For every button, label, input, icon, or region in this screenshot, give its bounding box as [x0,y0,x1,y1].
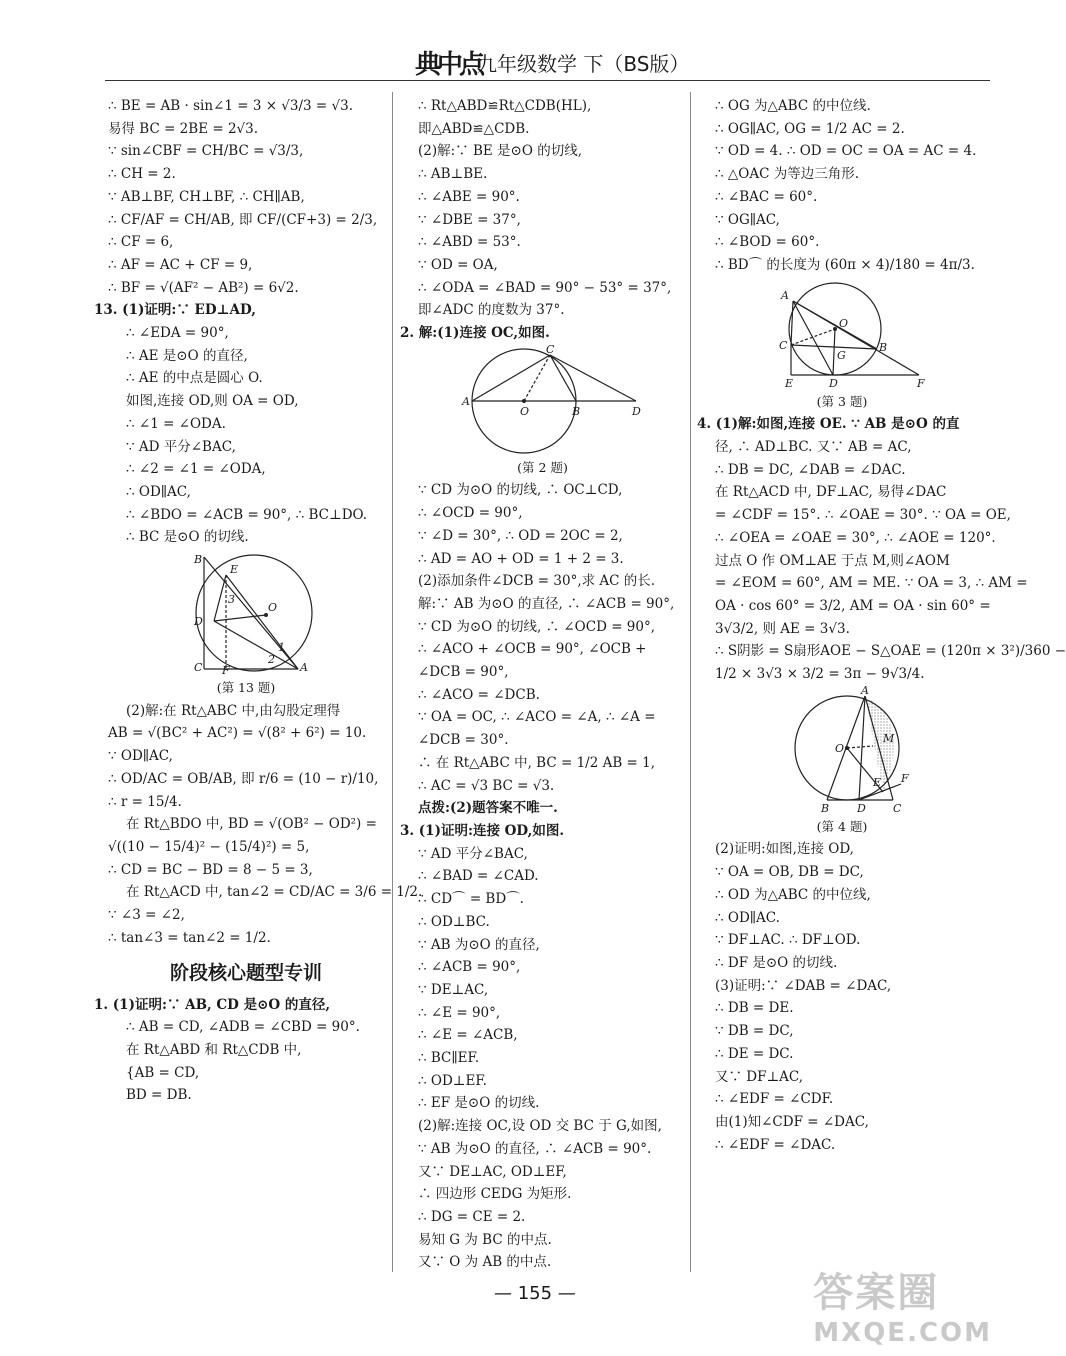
text-line: AB = √(BC² + AC²) = √(8² + 6²) = 10. [108,725,367,742]
label-d: D [829,376,838,390]
text-line: (2)证明:如图,连接 OD, [715,841,854,858]
text-line: BD = DB. [126,1087,192,1104]
text-line: ∵ OD = OA, [418,256,498,273]
text-line: ∴ ∠BOD = 60°. [715,234,820,251]
text-line: (3)证明:∵ ∠DAB = ∠DAC, [715,977,892,994]
text-line: ∵ ∠3 = ∠2, [108,907,185,924]
label-o: O [839,316,849,330]
text-line: ∴ ∠OEA = ∠OAE = 30°, ∴ ∠AOE = 120°. [715,529,996,546]
figure-caption: (第 3 题) [816,393,868,409]
text-line: ∵ CD 为⊙O 的切线, ∴ ∠OCD = 90°, [418,618,656,635]
label-e: E [873,775,882,789]
text-line: ∵ sin∠CBF = CH/BC = √3/3, [108,143,304,160]
text-line: ∴ ∠E = 90°, [418,1004,501,1021]
label-m: M [883,731,895,745]
text-line: ∴ CD = BC − BD = 8 − 5 = 3, [108,861,313,878]
tip-note: 点拨:(2)题答案不唯一. [418,800,558,817]
label-o: O [268,601,278,615]
text-line: ∵ OD∥AC, [108,748,173,765]
watermark-sub: MXQE.COM [813,1318,992,1348]
label-c: C [194,661,203,675]
text-line: ∴ DG = CE = 2. [418,1208,526,1225]
text-line: 在 Rt△BDO 中, BD = √(OB² − OD²) = [126,816,377,833]
text-line: ∴ DF 是⊙O 的切线. [715,954,838,971]
question-1: 1. (1)证明:∵ AB, CD 是⊙O 的直径, [94,996,331,1013]
text-line: ∴ AC = √3 BC = √3. [418,777,555,794]
label-e: E [230,563,239,577]
text-line: ∴ ∠E = ∠ACB, [418,1027,518,1044]
text-line: ∴ AF = AC + CF = 9, [108,256,253,273]
figure-3-diagram [697,279,987,389]
text-line: ∵ ∠DBE = 37°, [418,211,521,228]
text-line: 在 Rt△ABD 和 Rt△CDB 中, [126,1041,302,1058]
watermark [813,1261,992,1348]
text-line: ∵ OA = OC, ∴ ∠ACO = ∠A, ∴ ∠A = [418,709,656,726]
text-line: (2)添加条件∠DCB = 30°,求 AC 的长. [418,573,656,590]
text-line: ∴ BE = AB · sin∠1 = 3 × √3/3 = √3. [108,98,354,114]
question-3: 3. (1)证明:连接 OD,如图. [400,822,565,839]
text-line: ∴ ∠BDO = ∠ACB = 90°, ∴ BC⊥DO. [126,506,368,523]
text-line: ∵ DE⊥AC, [418,981,489,998]
label-a: A [300,661,308,675]
circle-o [196,555,312,671]
label-c: C [546,342,555,356]
text-line: ∴ AD = AO + OD = 1 + 2 = 3. [418,550,624,567]
text-line: ∴ AE 的中点是圆心 O. [126,370,263,387]
text-line: 3√3/2, 则 AE = 3√3. [715,620,850,637]
text-line: ∴ ∠ACO = ∠DCB. [418,686,540,703]
label-f: F [901,771,909,785]
figure-13-diagram [108,551,384,678]
text-line: ∴ OD/AC = OB/AB, 即 r/6 = (10 − r)/10, [108,770,379,787]
figure-2-diagram [400,342,685,455]
text-line: ∵ AB 为⊙O 的直径, [418,936,540,953]
column-divider [690,92,691,1272]
text-line: 如图,连接 OD,则 OA = OD, [126,393,299,410]
question-13: 13. (1)证明:∵ ED⊥AD, [94,302,256,319]
column-3 [697,95,1066,1156]
section-title: 阶段核心题型专训 [169,961,322,984]
text-line: 又∵ DE⊥AC, OD⊥EF, [418,1163,567,1180]
label-b: B [194,553,203,567]
text-line: ∠DCB = 90°, [418,664,509,681]
text-line: ∵ OA = OB, DB = DC, [715,864,864,881]
label-b: B [821,801,830,815]
text-line: ∴ CF/AF = CH/AB, 即 CF/(CF+3) = 2/3, [108,211,378,228]
text-line: ∴ △OAC 为等边三角形. [715,166,859,183]
text-line: ∴ OD⊥BC. [418,913,490,930]
label-d: D [194,615,203,629]
label-o: O [520,404,530,418]
label-3: 3 [228,593,235,607]
text-line: ∴ ∠EDA = 90°, [126,325,229,342]
text-line: = ∠CDF = 15°. ∴ ∠OAE = 30°. ∵ OA = OE, [715,507,1011,524]
text-line: 由(1)知∠CDF = ∠DAC, [715,1113,869,1130]
text-line: ∴ tan∠3 = tan∠2 = 1/2. [108,929,271,946]
text-line: 在 Rt△ACD 中, tan∠2 = CD/AC = 3/6 = 1/2. [126,884,423,901]
text-line: = ∠EOM = 60°, AM = ME. ∵ OA = 3, ∴ AM = [715,575,1028,592]
text-line: ∴ r = 15/4. [108,793,182,810]
page-header [105,40,990,81]
book-title: 九年级数学 下（BS版） [477,52,690,76]
text-line: ∵ DF⊥AC. ∴ DF⊥OD. [715,932,861,949]
column-2 [400,95,685,1274]
text-line: ∴ ∠ACO + ∠OCB = 90°, ∠OCB + [418,641,647,658]
text-line: ∴ CD⌒ = BD⌒. [418,891,524,908]
text-line: ∴ ∠BAC = 60°. [715,188,818,205]
text-line: 易知 G 为 BC 的中点. [418,1231,552,1248]
text-line: ∵ DB = DC, [715,1023,794,1040]
label-d: D [857,801,866,815]
text-line: ∵ CD 为⊙O 的切线, ∴ OC⊥CD, [418,482,623,499]
text-line: ∴ BC∥EF. [418,1050,480,1067]
text-line: 又∵ DF⊥AC, [715,1068,804,1085]
text-line: (2)解:连接 OC,设 OD 交 BC 于 G,如图, [418,1118,662,1135]
question-4: 4. (1)解:如图,连接 OE. ∵ AB 是⊙O 的直 [697,416,960,433]
label-2: 2 [268,653,275,667]
text-line: ∴ OD⊥EF. [418,1072,487,1089]
text-line: ∠DCB = 30°. [418,732,509,749]
text-line: ∴ AE 是⊙O 的直径, [126,347,248,364]
label-b: B [879,340,888,354]
label-g: G [837,348,846,362]
figure-caption: (第 13 题) [216,680,276,696]
text-line: √((10 − 15/4)² − (15/4)²) = 5, [108,838,310,855]
label-f: F [917,376,925,390]
figure-caption: (第 2 题) [517,459,568,475]
text-line: ∴ Rt△ABD≌Rt△CDB(HL), [418,98,592,114]
label-c: C [779,338,788,352]
text-line: ∴ DB = DC, ∠DAB = ∠DAC. [715,461,906,478]
text-line: ∴ AB⊥BE. [418,166,488,183]
text-line: ∴ ∠ODA = ∠BAD = 90° − 53° = 37°, [418,279,672,296]
text-line: 又∵ O 为 AB 的中点. [418,1254,552,1271]
text-line: ∴ DB = DE. [715,1000,794,1017]
text-line: ∴ OD∥AC. [715,909,780,926]
text-line: ∴ OG∥AC, OG = 1/2 AC = 2. [715,120,905,137]
text-line: ∴ BC 是⊙O 的切线. [126,529,249,546]
label-1: 1 [278,641,285,655]
text-line: ∴ 在 Rt△ABC 中, BC = 1/2 AB = 1, [418,754,656,771]
label-e: E [785,376,794,390]
text-line: 过点 O 作 OM⊥AE 于点 M,则∠AOM [715,552,950,569]
text-line: ∴ ∠1 = ∠ODA. [126,415,226,432]
label-f: F [222,664,230,678]
text-line: ∴ OD∥AC, [126,483,191,500]
text-line: ∴ 四边形 CEDG 为矩形. [418,1186,572,1203]
text-line: ∴ BD⌒ 的长度为 (60π × 4)/180 = 4π/3. [715,256,975,273]
page-number: — 155 — [494,1283,576,1304]
column-divider [392,92,393,1272]
text-line: 解:∵ AB 为⊙O 的直径, ∴ ∠ACB = 90°, [418,595,675,612]
book-logo: 典中点 [415,50,482,80]
text-line: ∴ ∠ABE = 90°. [418,188,520,205]
label-a: A [781,288,789,302]
text-line: 即△ABD≌△CDB. [418,120,530,137]
text-line: ∵ AB 为⊙O 的直径, ∴ ∠ACB = 90°. [418,1140,652,1157]
text-line: 在 Rt△ACD 中, DF⊥AC, 易得∠DAC [715,484,947,501]
text-line: ∴ ∠BAD = ∠CAD. [418,868,539,885]
text-line: ∴ OD 为△ABC 的中位线, [715,886,871,903]
text-line: ∴ S阴影 = S扇形AOE − S△OAE = (120π × 3²)/360 − [715,643,1066,660]
text-line: ∴ ∠ACB = 90°, [418,959,521,976]
text-line: ∴ ∠ABD = 53°. [418,234,521,251]
text-line: ∴ ∠OCD = 90°, [418,505,523,522]
label-c: C [893,801,902,815]
text-line: ∴ CF = 6, [108,234,174,251]
column-1 [94,95,423,1107]
text-line: ∵ AD 平分∠BAC, [126,438,236,455]
text-line: ∴ BF = √(AF² − AB²) = 6√2. [108,279,299,296]
text-line: ∴ DE = DC. [715,1045,794,1062]
label-a: A [861,683,869,697]
text-line: ∴ EF 是⊙O 的切线. [418,1095,540,1112]
text-line: 即∠ADC 的度数为 37°. [418,302,565,319]
text-line: ∴ CH = 2. [108,166,176,183]
text-line: ∴ AB = CD, ∠ADB = ∠CBD = 90°. [126,1019,360,1036]
text-line: ∵ AB⊥BF, CH⊥BF, ∴ CH∥AB, [108,188,305,205]
figure-caption: (第 4 题) [816,818,868,834]
text-line: ∵ AD 平分∠BAC, [418,845,528,862]
text-line: ∴ OG 为△ABC 的中位线. [715,98,871,114]
text-line: ∴ ∠EDF = ∠CDF. [715,1091,834,1108]
text-line: OA · cos 60° = 3/2, AM = OA · sin 60° = [715,597,991,614]
question-2: 2. 解:(1)连接 OC,如图. [400,325,550,342]
label-o: O [835,741,845,755]
text-line: (2)解:∵ BE 是⊙O 的切线, [418,143,582,160]
text-line: ∵ ∠D = 30°, ∴ OD = 2OC = 2, [418,527,623,544]
label-b: B [572,404,581,418]
text-line: ∴ ∠EDF = ∠DAC. [715,1136,836,1153]
text-line: ∵ OD = 4. ∴ OD = OC = OA = AC = 4. [715,143,977,160]
figure-4-diagram [697,683,987,815]
label-d: D [632,404,641,418]
text-line: ∵ OG∥AC, [715,211,780,228]
label-a: A [462,394,470,408]
text-line: (2)解:在 Rt△ABC 中,由勾股定理得 [126,702,341,719]
text-line: {AB = CD, [126,1064,200,1081]
text-line: 1/2 × 3√3 × 3/2 = 3π − 9√3/4. [715,666,925,683]
text-line: 径, ∴ AD⊥BC. 又∵ AB = AC, [715,439,912,456]
watermark-main: 答案圈 [813,1270,940,1316]
text-line: ∴ ∠2 = ∠1 = ∠ODA, [126,461,266,478]
text-line: 易得 BC = 2BE = 2√3. [108,120,259,137]
